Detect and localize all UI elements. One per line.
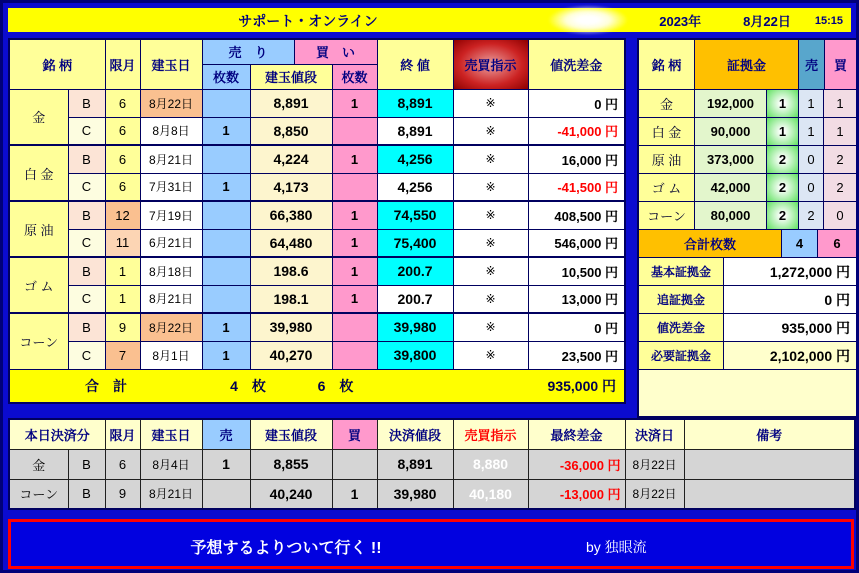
summary-label: 値洗差金 [639,314,724,342]
summary-value: 2,102,000 円 [724,342,856,370]
position-type-cell: B [68,479,105,509]
position-row [9,201,625,229]
settle-col-note: 備考 [684,419,855,449]
buy-quantity-cell: 1 [332,285,377,313]
buy-count-cell: 1 [824,90,856,118]
contract-month-cell: 6 [105,117,140,145]
settlement-row [9,479,855,509]
buy-count-cell: 2 [824,174,856,202]
mtm-pnl-cell: 23,500 円 [528,341,625,369]
mtm-pnl-cell: 408,500 円 [528,201,625,229]
col-header-close: 終 値 [377,39,453,89]
open-price-cell: 198.1 [250,285,332,313]
contract-month-cell: 6 [105,173,140,201]
contract-month-cell: 6 [105,449,140,479]
sell-quantity-cell [202,89,250,117]
positions-total-label: 合 計 [9,369,202,403]
symbol-cell: 金 [639,90,695,118]
sell-quantity-cell: 1 [202,449,250,479]
margin-summary-row [639,286,856,314]
total-contracts-sell: 4 [782,230,818,258]
slogan-banner [8,519,854,569]
sell-quantity-cell: 1 [202,341,250,369]
total-contracts-row [639,230,856,258]
sell-quantity-cell [202,285,250,313]
closing-price-cell: 74,550 [377,201,453,229]
open-price-cell: 8,891 [250,89,332,117]
position-type-cell: C [68,117,105,145]
position-type-cell: C [68,341,105,369]
open-date-cell: 8月21日 [140,285,202,313]
mtm-pnl-cell: -41,000 円 [528,117,625,145]
positions-total-sell: 4 枚 [202,369,294,403]
buy-quantity-cell: 1 [332,201,377,229]
sell-quantity-cell [202,257,250,285]
position-type-cell: C [68,229,105,257]
order-instruction-cell[interactable]: ※ [453,89,528,117]
open-date-cell: 7月19日 [140,201,202,229]
col-header-buy-qty: 枚数 [332,64,377,89]
contract-month-cell: 9 [105,479,140,509]
summary-value: 935,000 円 [724,314,856,342]
glare-highlight [548,5,628,35]
sell-quantity-cell: 1 [202,117,250,145]
margin-amount-cell: 90,000 [695,118,767,146]
time-label: 15:15 [814,14,843,27]
closing-price-cell: 8,891 [377,89,453,117]
margin-summary-row [639,258,856,286]
unit-count-badge: 2 [767,202,799,230]
open-price-cell: 40,240 [250,479,332,509]
sell-count-cell: 1 [799,118,824,146]
col-header-month: 限月 [105,39,140,89]
settle-col-price: 建玉値段 [250,419,332,449]
symbol-cell: 金 [9,89,68,145]
closing-price-cell: 200.7 [377,285,453,313]
settle-price-cell: 8,891 [377,449,453,479]
buy-quantity-cell [332,449,377,479]
buy-quantity-cell [332,313,377,341]
position-row [9,341,625,369]
settle-date-cell: 8月22日 [625,449,684,479]
open-price-cell: 66,380 [250,201,332,229]
order-instruction-cell[interactable]: ※ [453,285,528,313]
open-price-cell: 198.6 [250,257,332,285]
position-type-cell: C [68,173,105,201]
symbol-cell: 原 油 [9,201,68,257]
settle-col-settle-price: 決済値段 [377,419,453,449]
open-price-cell: 4,224 [250,145,332,173]
mtm-pnl-cell: 16,000 円 [528,145,625,173]
col-header-pnl: 値洗差金 [528,39,625,89]
order-price-cell: 40,180 [453,479,528,509]
settle-col-open-date: 建玉日 [140,419,202,449]
sell-quantity-cell [202,479,250,509]
order-instruction-cell[interactable]: ※ [453,201,528,229]
buy-quantity-cell [332,341,377,369]
closing-price-cell: 39,980 [377,313,453,341]
margin-col-symbol: 銘 柄 [639,40,695,90]
settle-date-cell: 8月22日 [625,479,684,509]
buy-quantity-cell: 1 [332,229,377,257]
margin-row [639,90,856,118]
app-title: サポート・オンライン [238,13,378,29]
note-cell [684,479,855,509]
total-contracts-buy: 6 [818,230,856,258]
unit-count-badge: 2 [767,146,799,174]
sell-quantity-cell: 1 [202,173,250,201]
settle-col-sell: 売 [202,419,250,449]
sell-count-cell: 0 [799,174,824,202]
margin-amount-cell: 192,000 [695,90,767,118]
contract-month-cell: 9 [105,313,140,341]
year-label: 2023年 [659,14,702,29]
open-price-cell: 64,480 [250,229,332,257]
position-type-cell: B [68,145,105,173]
position-type-cell: C [68,285,105,313]
date-label: 8月22日 [743,14,791,29]
contract-month-cell: 7 [105,341,140,369]
contract-month-cell: 6 [105,145,140,173]
open-date-cell: 8月21日 [140,145,202,173]
position-row [9,145,625,173]
position-row [9,285,625,313]
final-pnl-cell: -36,000 円 [528,449,625,479]
summary-value: 1,272,000 円 [724,258,856,286]
order-instruction-cell[interactable]: ※ [453,229,528,257]
position-type-cell: B [68,449,105,479]
symbol-cell: 白 金 [639,118,695,146]
summary-value: 0 円 [724,286,856,314]
open-price-cell: 8,850 [250,117,332,145]
panel-filler [639,370,856,416]
settlement-row [9,449,855,479]
positions-table [8,38,626,404]
margin-summary-row [639,314,856,342]
sell-quantity-cell [202,201,250,229]
sell-quantity-cell [202,229,250,257]
settle-col-buy: 買 [332,419,377,449]
order-instruction-cell[interactable]: ※ [453,257,528,285]
position-row [9,257,625,285]
margin-amount-cell: 80,000 [695,202,767,230]
symbol-cell: ゴ ム [9,257,68,313]
contract-month-cell: 1 [105,285,140,313]
col-header-open-date: 建玉日 [140,39,202,89]
unit-count-badge: 1 [767,118,799,146]
contract-month-cell: 12 [105,201,140,229]
col-header-symbol: 銘 柄 [9,39,105,89]
contract-month-cell: 1 [105,257,140,285]
col-header-sell: 売 り [202,39,294,64]
sell-count-cell: 1 [799,90,824,118]
open-price-cell: 4,173 [250,173,332,201]
symbol-cell: 原 油 [639,146,695,174]
buy-quantity-cell: 1 [332,479,377,509]
closing-price-cell: 4,256 [377,145,453,173]
note-cell [684,449,855,479]
buy-count-cell: 0 [824,202,856,230]
margin-col-sell: 売 [799,40,825,90]
summary-label: 必要証拠金 [639,342,724,370]
symbol-cell: ゴ ム [639,174,695,202]
unit-count-badge: 2 [767,174,799,202]
final-pnl-cell: -13,000 円 [528,479,625,509]
position-row [9,229,625,257]
date-box [659,11,843,30]
margin-row [639,202,856,230]
margin-col-buy: 買 [825,40,856,90]
symbol-cell: コーン [9,313,68,369]
buy-quantity-cell [332,173,377,201]
settle-col-settle-date: 決済日 [625,419,684,449]
mtm-pnl-cell: 0 円 [528,313,625,341]
open-date-cell: 8月18日 [140,257,202,285]
margin-amount-cell: 42,000 [695,174,767,202]
order-instruction-cell[interactable]: ※ [453,173,528,201]
symbol-cell: 白 金 [9,145,68,201]
buy-quantity-cell: 1 [332,89,377,117]
margin-summary-row [639,342,856,370]
settlements-table [8,418,856,510]
contract-month-cell: 11 [105,229,140,257]
positions-total-row [9,369,625,403]
mtm-pnl-cell: -41,500 円 [528,173,625,201]
col-header-sell-qty: 枚数 [202,64,250,89]
buy-count-cell: 1 [824,118,856,146]
positions-total-buy: 6 枚 [294,369,377,403]
open-date-cell: 7月31日 [140,173,202,201]
sell-quantity-cell [202,145,250,173]
order-instruction-cell[interactable]: ※ [453,145,528,173]
settle-col-month: 限月 [105,419,140,449]
mtm-pnl-cell: 10,500 円 [528,257,625,285]
mtm-pnl-cell: 0 円 [528,89,625,117]
order-price-cell: 8,880 [453,449,528,479]
position-row [9,173,625,201]
order-instruction-cell[interactable]: ※ [453,341,528,369]
position-row [9,117,625,145]
position-type-cell: B [68,257,105,285]
buy-quantity-cell [332,117,377,145]
title-bar [8,8,851,32]
open-date-cell: 8月22日 [140,89,202,117]
margin-panel [637,38,858,418]
summary-label: 基本証拠金 [639,258,724,286]
sell-count-cell: 0 [799,146,824,174]
settle-col-final: 最終差金 [528,419,625,449]
margin-header-row [639,40,856,90]
positions-total-spacer [377,369,453,403]
open-price-cell: 39,980 [250,313,332,341]
open-date-cell: 8月4日 [140,449,202,479]
settle-price-cell: 39,980 [377,479,453,509]
settle-col-order: 売買指示 [453,419,528,449]
position-row [9,89,625,117]
margin-row [639,118,856,146]
open-date-cell: 8月21日 [140,479,202,509]
closing-price-cell: 8,891 [377,117,453,145]
col-header-buy: 買 い [294,39,377,64]
summary-label: 追証拠金 [639,286,724,314]
margin-row [639,174,856,202]
byline-text: by 独眼流 [586,539,647,555]
buy-count-cell: 2 [824,146,856,174]
positions-total-amount: 935,000 円 [528,369,625,403]
order-instruction-cell[interactable]: ※ [453,313,528,341]
margin-row [639,146,856,174]
open-price-cell: 8,855 [250,449,332,479]
contract-month-cell: 6 [105,89,140,117]
order-instruction-button[interactable]: 売買指示 [453,39,528,89]
position-row [9,313,625,341]
open-date-cell: 8月22日 [140,313,202,341]
open-date-cell: 8月1日 [140,341,202,369]
order-instruction-cell[interactable]: ※ [453,117,528,145]
closing-price-cell: 75,400 [377,229,453,257]
mtm-pnl-cell: 546,000 円 [528,229,625,257]
slogan-text: 予想するよりついて行く !! [190,540,382,557]
position-type-cell: B [68,201,105,229]
symbol-cell: コーン [9,479,68,509]
mtm-pnl-cell: 13,000 円 [528,285,625,313]
closing-price-cell: 4,256 [377,173,453,201]
positions-total-spacer [453,369,528,403]
col-header-price: 建玉値段 [250,64,332,89]
margin-amount-cell: 373,000 [695,146,767,174]
unit-count-badge: 1 [767,90,799,118]
open-date-cell: 8月8日 [140,117,202,145]
sell-count-cell: 2 [799,202,824,230]
sell-quantity-cell: 1 [202,313,250,341]
position-type-cell: B [68,89,105,117]
symbol-cell: コーン [639,202,695,230]
buy-quantity-cell: 1 [332,145,377,173]
closing-price-cell: 39,800 [377,341,453,369]
open-price-cell: 40,270 [250,341,332,369]
buy-quantity-cell: 1 [332,257,377,285]
open-date-cell: 6月21日 [140,229,202,257]
margin-col-deposit: 証拠金 [695,40,799,90]
settle-col-title: 本日決済分 [9,419,105,449]
position-type-cell: B [68,313,105,341]
symbol-cell: 金 [9,449,68,479]
total-contracts-label: 合計枚数 [639,230,782,258]
closing-price-cell: 200.7 [377,257,453,285]
